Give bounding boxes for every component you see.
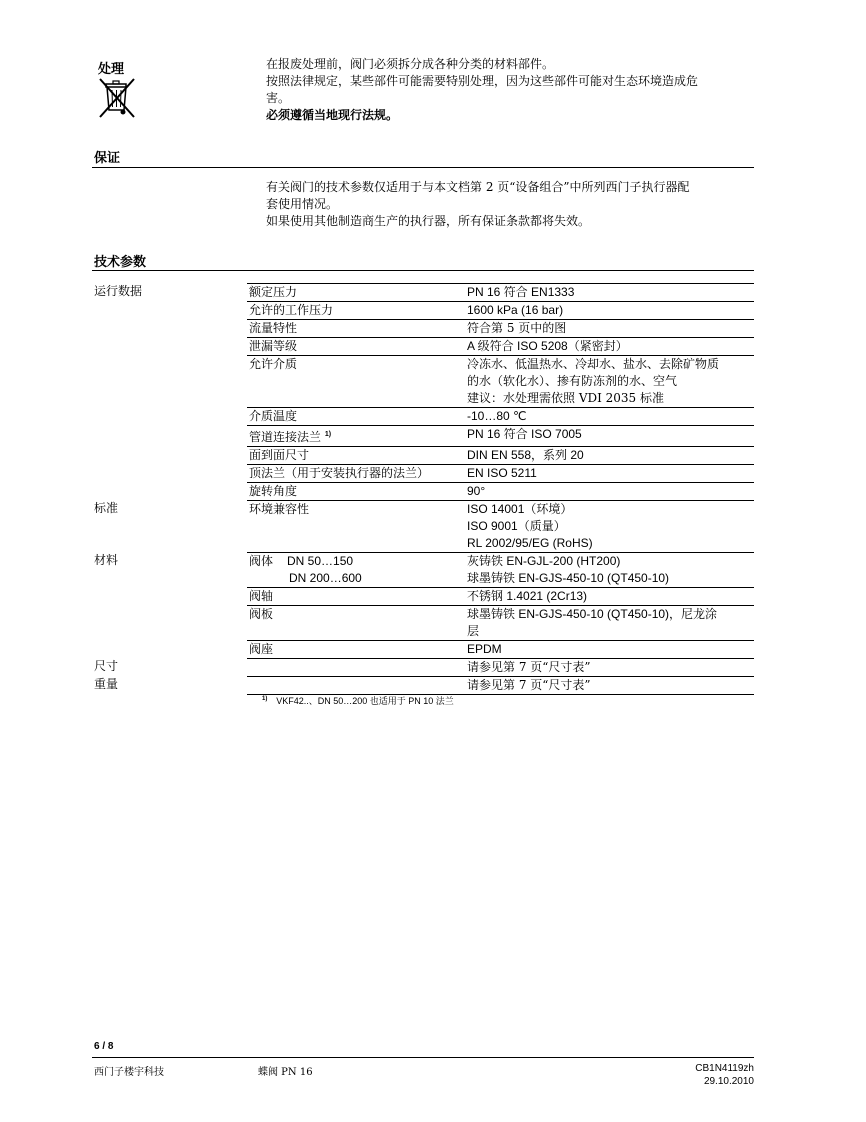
body-dn-2: DN 200…600 — [289, 571, 362, 585]
group-dimensions: 尺寸 — [94, 659, 119, 673]
warranty-rule — [92, 167, 754, 168]
env-line-3: RL 2002/95/EG (RoHS) — [467, 536, 593, 550]
disposal-line-1: 在报废处理前，阀门必须拆分成各种分类的材料部件。 — [266, 57, 555, 71]
table-row — [94, 301, 754, 319]
table-row — [94, 283, 754, 301]
disposal-title: 处理 — [98, 62, 125, 77]
disposal-line-3: 害。 — [266, 91, 291, 105]
group-operating: 运行数据 — [94, 284, 143, 298]
row-value: -10…80 ℃ — [467, 409, 527, 423]
row-label: 允许的工作压力 — [249, 303, 334, 317]
page-number: 6 / 8 — [94, 1041, 114, 1052]
table-row — [94, 446, 754, 464]
row-value: EPDM — [467, 642, 502, 656]
group-materials: 材料 — [94, 553, 119, 567]
warranty-line-2: 套使用情况。 — [266, 197, 339, 211]
table-row — [94, 605, 754, 640]
row-label: 阀轴 — [249, 589, 274, 603]
table-row — [94, 640, 754, 658]
row-value — [467, 553, 754, 587]
row-value: 请参见第 7 页“尺寸表” — [467, 678, 591, 692]
row-label — [247, 553, 467, 587]
footer-doc-id: CB1N4119zh — [695, 1063, 754, 1074]
row-label: 额定压力 — [249, 285, 298, 299]
env-line-2: ISO 9001（质量） — [467, 519, 566, 533]
warranty-line-1: 有关阀门的技术参数仅适用于与本文档第 2 页“设备组合”中所列西门子执行器配 — [266, 180, 690, 194]
row-label — [247, 677, 467, 694]
tech-rule — [92, 270, 754, 271]
table-row — [94, 407, 754, 425]
table-row — [94, 482, 754, 500]
row-label: 顶法兰（用于安装执行器的法兰） — [249, 466, 430, 480]
row-label: 介质温度 — [249, 409, 298, 423]
table-row — [94, 425, 754, 446]
footnote-mark: 1) — [262, 696, 268, 702]
disc-line-2: 层 — [467, 624, 480, 638]
group-weight: 重量 — [94, 677, 119, 691]
crossed-out-wheelie-bin-icon — [97, 76, 137, 120]
env-line-1: ISO 14001（环境） — [467, 502, 573, 516]
row-value: DIN EN 558，系列 20 — [467, 448, 584, 462]
tech-table — [94, 283, 754, 695]
row-value — [467, 501, 754, 552]
row-label: 允许介质 — [249, 357, 298, 371]
row-label — [247, 659, 467, 676]
row-label: 环境兼容性 — [249, 502, 310, 516]
media-line-3: 建议：水处理需依照 VDI 2035 标准 — [467, 391, 665, 405]
table-row — [94, 676, 754, 695]
row-label: 面到面尺寸 — [249, 448, 310, 462]
disposal-text — [266, 56, 752, 124]
footnote-ref: 1) — [324, 431, 332, 438]
body-dn-1: DN 50…150 — [287, 554, 354, 568]
body-value-1: 灰铸铁 EN-GJL-200 (HT200) — [467, 554, 621, 568]
table-row — [94, 337, 754, 355]
table-row — [94, 319, 754, 337]
footer-company: 西门子楼宇科技 — [94, 1067, 164, 1078]
row-label: 泄漏等级 — [249, 339, 298, 353]
row-value: 90° — [467, 484, 486, 498]
footer-date: 29.10.2010 — [703, 1076, 754, 1087]
warranty-title: 保证 — [94, 151, 121, 166]
flange-label: 管道连接法兰 — [249, 430, 322, 444]
disposal-bold-line: 必须遵循当地现行法规。 — [266, 108, 399, 122]
table-row — [94, 658, 754, 676]
footer-rule — [92, 1057, 754, 1058]
table-row — [94, 464, 754, 482]
table-row — [94, 355, 754, 407]
row-value: 不锈钢 1.4021 (2Cr13) — [467, 589, 588, 603]
row-label — [247, 426, 467, 446]
row-label: 流量特性 — [249, 321, 298, 335]
row-value: PN 16 符合 ISO 7005 — [467, 427, 582, 441]
body-label: 阀体 — [249, 554, 274, 568]
media-line-1: 冷冻水、低温热水、冷却水、盐水、去除矿物质 — [467, 357, 720, 371]
warranty-line-3: 如果使用其他制造商生产的执行器，所有保证条款都将失效。 — [266, 214, 591, 228]
media-line-2: 的水（软化水）、掺有防冻剂的水、空气 — [467, 374, 678, 388]
row-value: PN 16 符合 EN1333 — [467, 285, 575, 299]
disc-line-1: 球墨铸铁 EN-GJS-450-10 (QT450-10)，尼龙涂 — [467, 607, 718, 621]
row-value: 符合第 5 页中的图 — [467, 321, 567, 335]
footnote-text: VKF42..、DN 50…200 也适用于 PN 10 法兰 — [276, 696, 454, 706]
row-value: EN ISO 5211 — [467, 466, 537, 480]
footnote — [262, 694, 454, 707]
row-value: A 级符合 ISO 5208（紧密封） — [467, 339, 628, 353]
group-standards: 标准 — [94, 501, 119, 515]
table-row — [94, 587, 754, 605]
tech-title: 技术参数 — [94, 255, 147, 270]
row-value: 1600 kPa (16 bar) — [467, 303, 564, 317]
row-label: 旋转角度 — [249, 484, 298, 498]
row-label: 阀座 — [249, 642, 274, 656]
row-value — [467, 356, 754, 407]
table-row — [94, 500, 754, 552]
row-value — [467, 606, 754, 640]
warranty-text — [266, 179, 752, 230]
row-value: 请参见第 7 页“尺寸表” — [467, 660, 591, 674]
body-value-2: 球墨铸铁 EN-GJS-450-10 (QT450-10) — [467, 571, 670, 585]
table-row — [94, 552, 754, 587]
footer-product: 蝶阀 PN 16 — [258, 1067, 313, 1078]
disposal-line-2: 按照法律规定，某些部件可能需要特别处理，因为这些部件可能对生态环境造成危 — [266, 74, 699, 88]
row-label: 阀板 — [249, 607, 274, 621]
